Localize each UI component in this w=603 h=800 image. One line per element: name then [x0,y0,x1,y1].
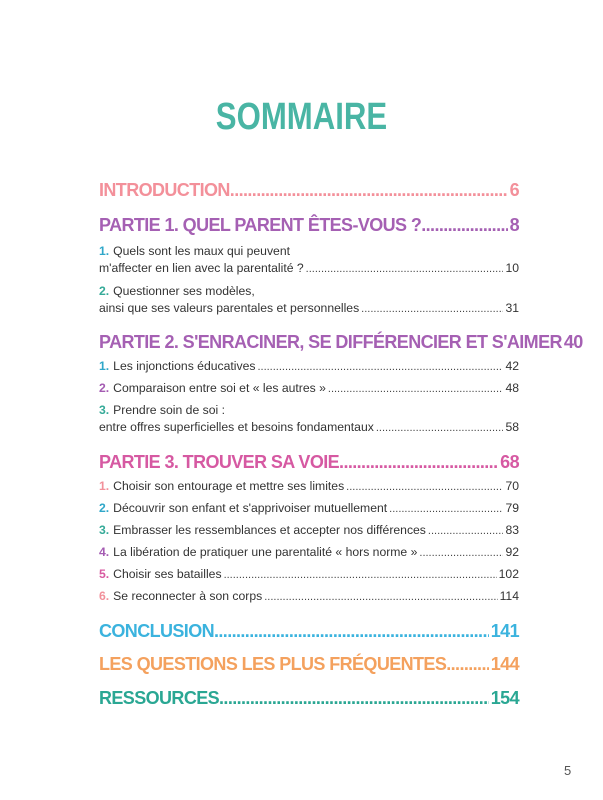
dot-leader [224,569,497,581]
entry-number: 3. [99,403,110,417]
entry-number: 2. [99,501,110,515]
toc-subentry-3-3[interactable] [99,523,519,537]
page-title: SOMMAIRE [215,96,388,138]
toc-entry-partie-3[interactable] [99,452,519,473]
entry-text: Se reconnecter à son corps [113,589,263,603]
entry-text: Découvrir son enfant et s'apprivoiser mutuellement [113,501,388,515]
dot-leader [257,361,503,373]
entry-text-line2: entre offres superficielles et besoins fondamentaux [99,420,374,434]
entry-label: PARTIE 2. S'ENRACINER, SE DIFFÉRENCIER ET S'AIMER [99,332,562,352]
toc-subentry-2-1[interactable] [99,359,519,373]
entry-page: 79 [505,501,519,515]
entry-page: 144 [490,654,519,674]
entry-page: 6 [509,180,519,200]
entry-text-line2: m'affecter en lien avec la parentalité ? [99,261,304,275]
entry-number: 5. [99,567,110,581]
toc-subentry-3-2[interactable] [99,501,519,515]
dot-leader [264,591,497,603]
entry-page: 10 [505,261,519,275]
toc-subentry-3-4[interactable] [99,545,519,559]
entry-text-line1: Quels sont les maux qui peuvent [113,244,290,258]
entry-page: 154 [490,688,519,708]
dot-leader [446,654,489,675]
entry-page: 102 [498,567,519,581]
dot-leader [389,503,503,515]
entry-number: 4. [99,545,110,559]
entry-number: 1. [99,359,110,373]
entry-page: 83 [505,523,519,537]
dot-leader [428,525,504,537]
entry-label: CONCLUSION [99,621,214,641]
entry-text: Comparaison entre soi et « les autres » [113,381,326,395]
toc-subentry-3-6[interactable] [99,589,519,603]
entry-page: 68 [500,452,519,472]
entry-label: LES QUESTIONS LES PLUS FRÉQUENTES [99,654,447,674]
entry-text-line2: ainsi que ses valeurs parentales et personnelles [99,301,360,315]
entry-number: 2. [99,381,110,395]
page-number: 5 [564,763,572,778]
dot-leader [328,383,504,395]
toc-entry-conclusion[interactable] [99,621,519,642]
dot-leader [306,263,504,275]
entry-text: Choisir son entourage et mettre ses limites [113,479,345,493]
toc-subentry-2-3[interactable] [99,403,519,434]
toc-entry-partie-2[interactable] [99,332,583,353]
dot-leader [219,688,489,709]
entry-page: 40 [563,332,583,352]
entry-text: Les injonctions éducatives [113,359,256,373]
toc-entry-ressources[interactable] [99,688,519,709]
entry-number: 6. [99,589,110,603]
dot-leader [346,481,503,493]
dot-leader [230,180,508,201]
entry-text: La libération de pratiquer une parentalité « hors norme » [113,545,418,559]
toc-entry-partie-1[interactable] [99,215,519,236]
dot-leader [421,215,507,236]
dot-leader [419,547,503,559]
entry-number: 3. [99,523,110,537]
entry-page: 58 [505,420,519,434]
entry-text-line1: Prendre soin de soi : [113,403,225,417]
entry-label: INTRODUCTION [99,180,230,200]
entry-text-line1: Questionner ses modèles, [113,284,255,298]
entry-text: Embrasser les ressemblances et accepter nos différences [113,523,426,537]
entry-page: 42 [505,359,519,373]
entry-page: 8 [509,215,519,235]
entry-page: 48 [505,381,519,395]
entry-label: RESSOURCES [99,688,220,708]
dot-leader [339,452,498,473]
dot-leader [376,422,504,434]
entry-number: 1. [99,479,110,493]
entry-page: 31 [505,301,519,315]
toc-entry-introduction[interactable] [99,180,519,201]
entry-page: 92 [505,545,519,559]
toc-entry-faq[interactable] [99,654,519,675]
entry-label: PARTIE 1. QUEL PARENT ÊTES-VOUS ? [99,215,422,235]
entry-page: 141 [490,621,519,641]
entry-text: Choisir ses batailles [113,567,222,581]
toc-subentry-3-1[interactable] [99,479,519,493]
toc-subentry-1-2[interactable] [99,284,519,315]
entry-label: PARTIE 3. TROUVER SA VOIE [99,452,340,472]
entry-number: 2. [99,284,110,298]
toc-subentry-2-2[interactable] [99,381,519,395]
entry-page: 114 [499,589,519,603]
toc-subentry-1-1[interactable] [99,244,519,275]
entry-number: 1. [99,244,110,258]
dot-leader [214,621,489,642]
entry-page: 70 [505,479,519,493]
toc-subentry-3-5[interactable] [99,567,519,581]
dot-leader [361,303,503,315]
